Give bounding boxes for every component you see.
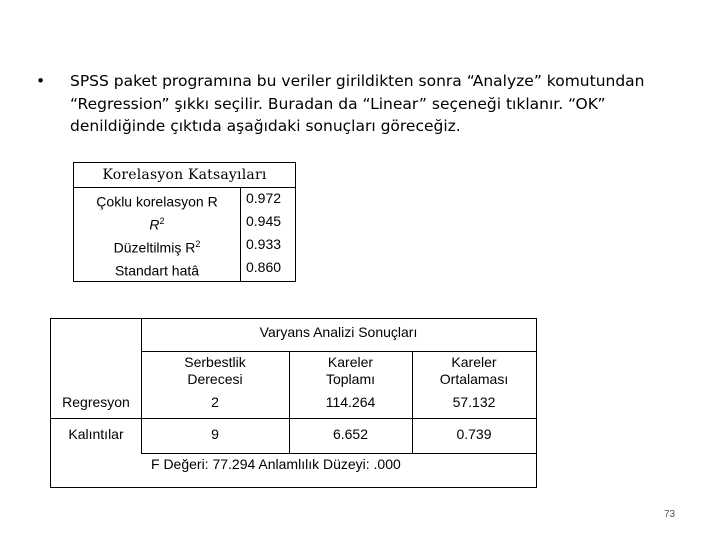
correlation-row-value: 0.933 [246, 236, 282, 252]
anova-row-label: Regresyon [62, 394, 130, 410]
anova-row-label: Kalıntılar [68, 426, 124, 442]
anova-cell: 6.652 [332, 426, 369, 442]
anova-cell: 114.264 [325, 394, 376, 410]
correlation-table-title: Korelasyon Katsayıları [74, 163, 295, 188]
bullet-line-2: “Regression” şıkkı seçilir. Buradan da “Linear” seçeneği tıklanır. “OK” [70, 94, 606, 113]
anova-header-ms: Kareler Ortalaması [439, 354, 509, 387]
anova-cell: 2 [211, 394, 219, 410]
correlation-table [73, 162, 296, 282]
anova-footnote: F Değeri: 77.294 Anlamlılık Düzeyi: .000 [151, 456, 401, 472]
correlation-row-label: Standart hatâ [114, 262, 200, 279]
anova-header-df: Serbestlik Derecesi [184, 354, 246, 387]
bullet-text [70, 70, 686, 138]
anova-table [50, 318, 537, 488]
anova-header-ss: Kareler Toplamı [325, 354, 376, 387]
bullet-paragraph [36, 70, 686, 138]
anova-row-line [51, 418, 536, 419]
bullet-line-1: SPSS paket programına bu veriler girildikten sonra “Analyze” komutundan [70, 72, 645, 90]
correlation-row [74, 210, 295, 232]
anova-header-line [141, 351, 536, 352]
page-number: 73 [664, 509, 676, 520]
anova-cell: 57.132 [452, 394, 496, 410]
correlation-row-value: 0.972 [246, 190, 282, 206]
anova-table-title: Varyans Analizi Sonuçları [259, 324, 418, 340]
anova-cell: 9 [211, 426, 219, 442]
correlation-row-label: $R^2$ [149, 216, 165, 233]
bullet-symbol: • [36, 72, 46, 90]
correlation-row-value: 0.945 [246, 213, 282, 229]
correlation-row [74, 187, 295, 209]
anova-bottom-line [141, 453, 536, 454]
bullet-line-3: denildiğinde çıktıda aşağıdaki sonuçları göreceğiz. [70, 117, 461, 135]
correlation-row-value: 0.860 [246, 259, 282, 275]
correlation-row-label: Çoklu korelasyon R [96, 193, 218, 210]
correlation-row [74, 256, 295, 278]
correlation-row [74, 233, 295, 255]
anova-cell: 0.739 [456, 426, 492, 442]
correlation-row-label: Düzeltilmiş $R^2$ [113, 239, 201, 256]
